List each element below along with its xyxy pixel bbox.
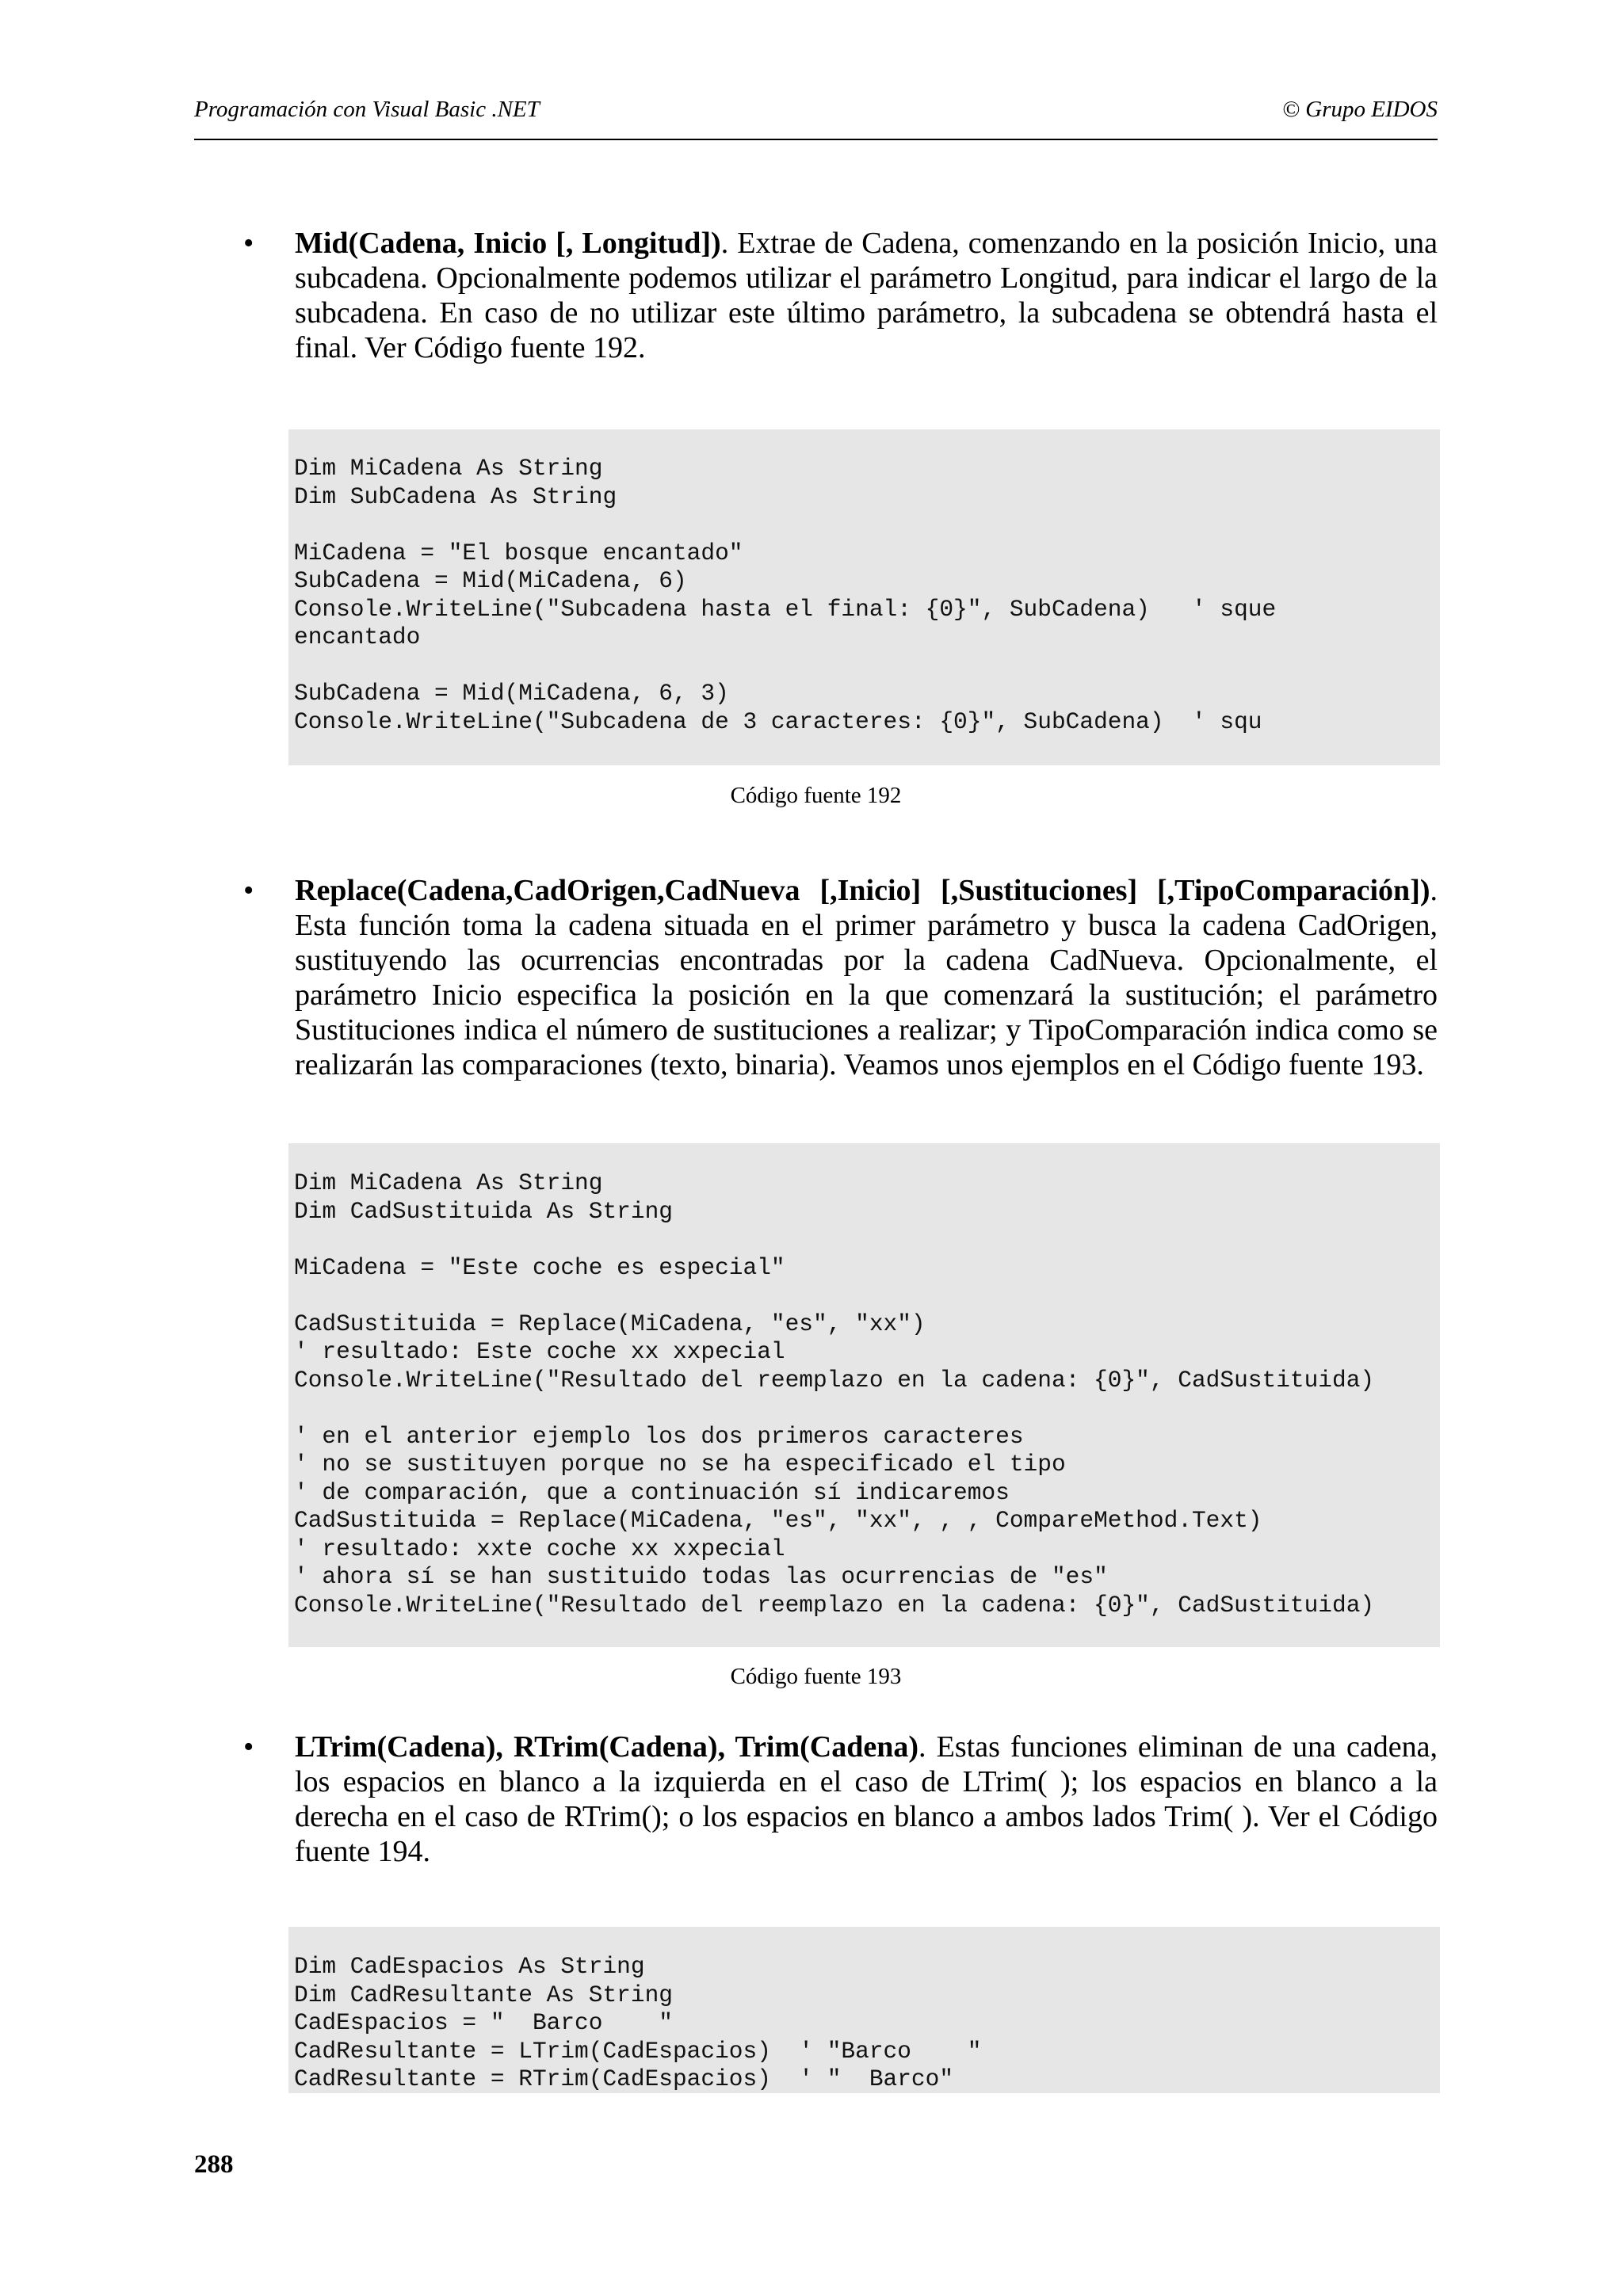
bullet-replace <box>194 873 1438 1087</box>
code-listing: Dim MiCadena As String Dim CadSustituida As String MiCadena = "Este coche es especial" CadSustituida = Replace(MiCadena, "es", "xx") ' resultado: Este coche xx xxpecial Console.WriteLine("Resultado del reemplazo en la cadena: {0}", CadSustituida) ' en el anterior ejemplo los dos primeros caracteres ' no se sustituyen porque no se ha especificado el tipo ' de comparación, que a continuación sí indicaremos CadSustituida = Replace(MiCadena, "es", "xx", , , CompareMethod.Text) ' resultado: xxte coche xx xxpecial ' ahora sí se han sustituido todas las ocurrencias de "es" Console.WriteLine("Resultado del reemplazo en la cadena: {0}", CadSustituida) <box>294 1169 1375 1619</box>
code-block-194 <box>288 1927 1440 2093</box>
function-description: . Esta función toma la cadena situada en el primer parámetro y busca la cadena CadOrigen, sustituyendo las ocurrencias encontradas por la cadena CadNueva. Opcionalmente, el parámetro Inicio especifica la posición en la que comenzará la sustitución; el parámetro Sustituciones indica el número de sustituciones a realizar; y TipoComparación indica como se realizarán las comparaciones (texto, binaria). Veamos unos ejemplos en el Código fuente 193. <box>295 874 1438 1081</box>
running-header-publisher: © Grupo EIDOS <box>1281 97 1438 122</box>
bullet-paragraph <box>295 226 1438 365</box>
function-description: . Extrae de Cadena, comenzando en la posición Inicio, una subcadena. Opcionalmente podemos utilizar el parámetro Longitud, para indicar el largo de la subcadena. En caso de no utilizar este último parámetro, la subcadena se obtendrá hasta el final. Ver Código fuente 192. <box>295 227 1438 364</box>
header-divider <box>194 139 1438 140</box>
bullet-marker: • <box>243 1730 254 1764</box>
function-signature: Replace(Cadena,CadOrigen,CadNueva [,Inicio] [,Sustituciones] [,TipoComparación]) <box>295 874 1430 907</box>
bullet-trim <box>194 1730 1438 1872</box>
bullet-marker: • <box>243 227 254 260</box>
code-caption: Código fuente 192 <box>730 783 902 808</box>
bullet-paragraph <box>295 873 1438 1082</box>
function-signature: Mid(Cadena, Inicio [, Longitud]) <box>295 227 721 260</box>
code-caption: Código fuente 193 <box>730 1664 902 1689</box>
function-description: . Estas funciones eliminan de una cadena, los espacios en blanco a la izquierda en el caso de LTrim( ); los espacios en blanco a la derecha en el caso de RTrim(); o los espacios en blanco a ambos lados Trim( ). Ver el Código fuente 194. <box>295 1730 1438 1868</box>
code-listing: Dim CadEspacios As String Dim CadResultante As String CadEspacios = " Barco " CadResultante = LTrim(CadEspacios) ' "Barco " CadResultante = RTrim(CadEspacios) ' " Barco" <box>294 1953 982 2092</box>
page-number: 288 <box>194 2150 234 2179</box>
running-header-title: Programación con Visual Basic .NET <box>194 97 540 122</box>
code-block-192 <box>288 429 1440 765</box>
bullet-paragraph <box>295 1730 1438 1869</box>
bullet-marker: • <box>243 874 254 907</box>
code-block-193 <box>288 1143 1440 1647</box>
code-listing: Dim MiCadena As String Dim SubCadena As String MiCadena = "El bosque encantado" SubCadena = Mid(MiCadena, 6) Console.WriteLine("Subcadena hasta el final: {0}", SubCadena) ' sque encantado SubCadena = Mid(MiCadena, 6, 3) Console.WriteLine("Subcadena de 3 caracteres: {0}", SubCadena) ' squ <box>294 455 1277 735</box>
bullet-mid <box>194 226 1438 368</box>
function-signature: LTrim(Cadena), RTrim(Cadena), Trim(Cadena) <box>295 1730 919 1764</box>
